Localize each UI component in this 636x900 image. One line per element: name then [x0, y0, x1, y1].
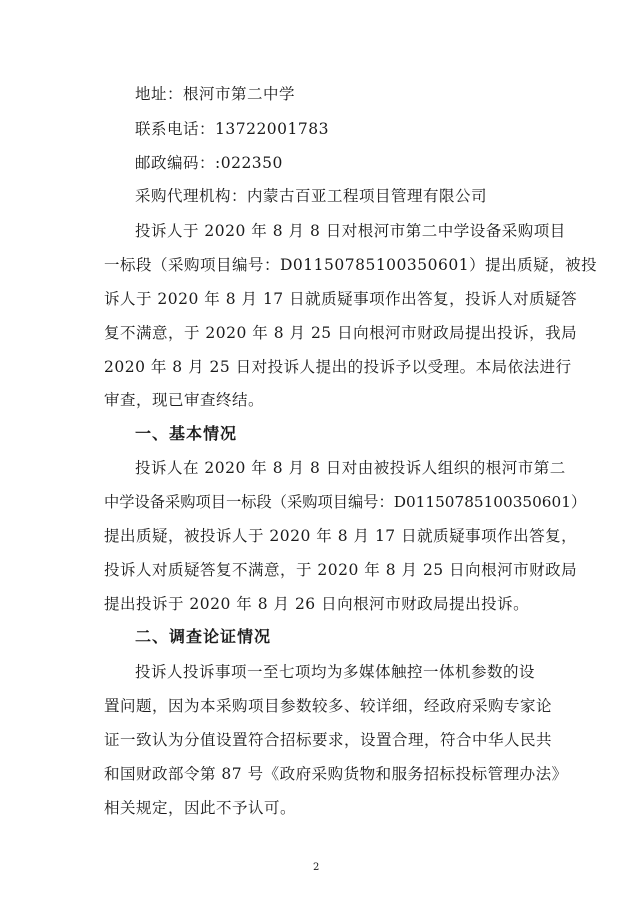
intro-line: 投诉人于 2020 年 8 月 8 日对根河市第二中学设备采购项目	[135, 222, 566, 240]
intro-line: 诉人于 2020 年 8 月 17 日就质疑事项作出答复，投诉人对质疑答	[104, 290, 578, 308]
section2-line: 相关规定，因此不予认可。	[104, 799, 297, 817]
intro-line: 审查，现已审查终结。	[104, 391, 265, 409]
postcode-line: 邮政编码：:022350	[135, 154, 283, 172]
section2-line: 置问题，因为本采购项目参数较多、较详细，经政府采购专家论	[104, 697, 553, 715]
section2-line: 投诉人投诉事项一至七项均为多媒体触控一体机参数的设	[135, 663, 536, 681]
section1-line: 中学设备采购项目一标段（采购项目编号：D01150785100350601）	[104, 493, 587, 511]
section1-line: 提出质疑，被投诉人于 2020 年 8 月 17 日就质疑事项作出答复，	[104, 527, 578, 545]
section1-line: 提出投诉于 2020 年 8 月 26 日向根河市财政局提出投诉。	[104, 595, 530, 613]
intro-line: 复不满意，于 2020 年 8 月 25 日向根河市财政局提出投诉，我局	[104, 324, 578, 342]
section-heading-investigation: 二、调查论证情况	[135, 627, 272, 646]
section1-line: 投诉人在 2020 年 8 月 8 日对由被投诉人组织的根河市第二	[135, 459, 566, 477]
address-line: 地址：根河市第二中学	[135, 85, 296, 103]
intro-line: 2020 年 8 月 25 日对投诉人提出的投诉予以受理。本局依法进行	[104, 358, 572, 376]
section2-line: 和国财政部令第 87 号《政府采购货物和服务招标投标管理办法》	[104, 765, 568, 783]
section-heading-basic: 一、基本情况	[135, 424, 238, 443]
section1-line: 投诉人对质疑答复不满意，于 2020 年 8 月 25 日向根河市财政局	[104, 561, 578, 579]
section2-line: 证一致认为分值设置符合招标要求，设置合理，符合中华人民共	[104, 731, 553, 749]
agency-line: 采购代理机构：内蒙古百亚工程项目管理有限公司	[135, 187, 488, 205]
intro-line: 一标段（采购项目编号：D01150785100350601）提出质疑，被投	[104, 256, 598, 274]
phone-line: 联系电话：13722001783	[135, 120, 329, 138]
page-number: 2	[313, 862, 320, 873]
